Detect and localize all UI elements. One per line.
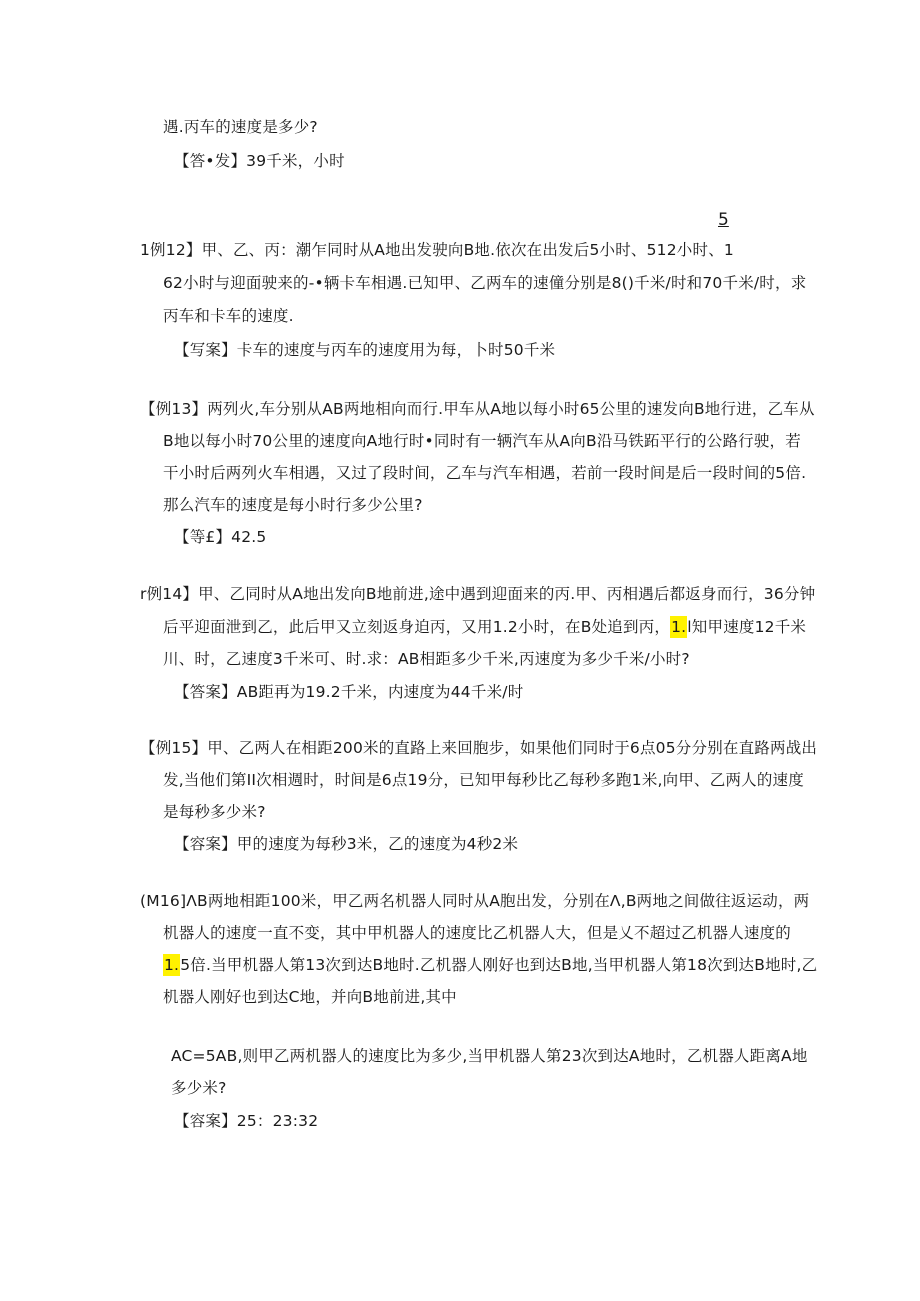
highlight-mark: 1. bbox=[671, 618, 687, 636]
example-12-answer: 【写案】卡车的速度与丙车的速度用为每，卜时50千米 bbox=[174, 341, 556, 359]
example-16-line-3-rest: 5倍.当甲机器人第13次到达B地时.乙机器人刚好也到达B地,当甲机器人第18次到达B地时,乙 bbox=[180, 956, 818, 974]
example-14-line-3: 川、时，乙速度3千米可、时.求：AB相距多少千米,丙速度为多少千米/小时? bbox=[163, 650, 690, 668]
prev-answer: 【答•发】39千米，小时 bbox=[174, 152, 345, 170]
example-16-line-4: 机器人刚好也到达C地，并向B地前进,其中 bbox=[163, 988, 457, 1006]
example-16-line-3 bbox=[163, 954, 817, 976]
page-number: 5 bbox=[718, 210, 729, 230]
example-12-line-3: 丙车和卡车的速度. bbox=[163, 307, 294, 325]
example-15-line-1: 【例15】甲、乙两人在相距200米的直路上来回胞步，如果他们同时于6点05分分别在直路两战出 bbox=[140, 739, 818, 757]
example-16-line-1: (M16]ΛB两地相距100米，甲乙两名机器人同时从A胞出发，分别在Λ,B两地之间做往返运动，两 bbox=[140, 892, 810, 910]
example-16-line-6: 多少米? bbox=[171, 1079, 227, 1097]
example-14-line-2-rest: l知甲速度12千米 bbox=[687, 618, 807, 636]
highlight-mark: 1. bbox=[164, 956, 180, 974]
example-15-line-3: 是每秒多少米? bbox=[163, 803, 266, 821]
example-16-line-2: 机器人的速度一直不变，其中甲机器人的速度比乙机器人大，但是乂不超过乙机器人速度的 bbox=[163, 924, 792, 942]
example-12-line-2: 62小时与迎面驶来的-•辆卡车相遇.已知甲、乙两车的速僮分别是8()千米/时和70千米/时，求 bbox=[163, 274, 807, 292]
prev-question-tail: 遇.丙车的速度是多少? bbox=[163, 118, 318, 136]
example-13-line-4: 那么汽车的速度是每小时行多少公里? bbox=[163, 496, 423, 514]
example-13-line-1: 【例13】两列火,车分别从AB两地相向而行.甲车从A地以每小时65公里的速发向B地行进，乙车从 bbox=[140, 400, 815, 418]
example-16-line-5: AC=5AB,则甲乙两机器人的速度比为多少,当甲机器人第23次到达A地时，乙机器人距离A地 bbox=[171, 1047, 808, 1065]
example-12-line-1: 1例12】甲、乙、丙：潮乍同时从A地出发驶向B地.依次在出发后5小时、512小时、1 bbox=[140, 241, 734, 259]
example-13-line-3: 干小时后两列火车相遇，又过了段时间，乙车与汽车相遇，若前一段时间是后一段时间的5倍. bbox=[163, 464, 807, 482]
example-14-line-2 bbox=[163, 616, 806, 638]
example-13-answer: 【等£】42.5 bbox=[174, 528, 267, 546]
example-16-answer: 【容案】25：23:32 bbox=[174, 1112, 319, 1130]
example-15-line-2: 发,当他们第II次相週时，时间是6点19分，已知甲每秒比乙每秒多跑1米,向甲、乙两人的速度 bbox=[163, 771, 804, 789]
example-14-line-1: r例14】甲、乙同时从A地出发向B地前进,途中遇到迎面来的丙.甲、丙相遇后都返身而行，36分钟 bbox=[140, 585, 816, 603]
example-14-line-2-text: 后平迎面泄到乙，此后甲又立刻返身迫丙，又用1.2小时，在B处追到丙， bbox=[163, 618, 671, 636]
example-15-answer: 【容案】甲的速度为每秒3米，乙的速度为4秒2米 bbox=[174, 835, 519, 853]
example-13-line-2: B地以每小时70公里的速度向A地行时•同时有一辆汽车从A向B沿马铁跖平行的公路行驶，若 bbox=[163, 432, 801, 450]
example-14-answer: 【答案】AB距再为19.2千米，内速度为44千米/时 bbox=[174, 683, 524, 701]
